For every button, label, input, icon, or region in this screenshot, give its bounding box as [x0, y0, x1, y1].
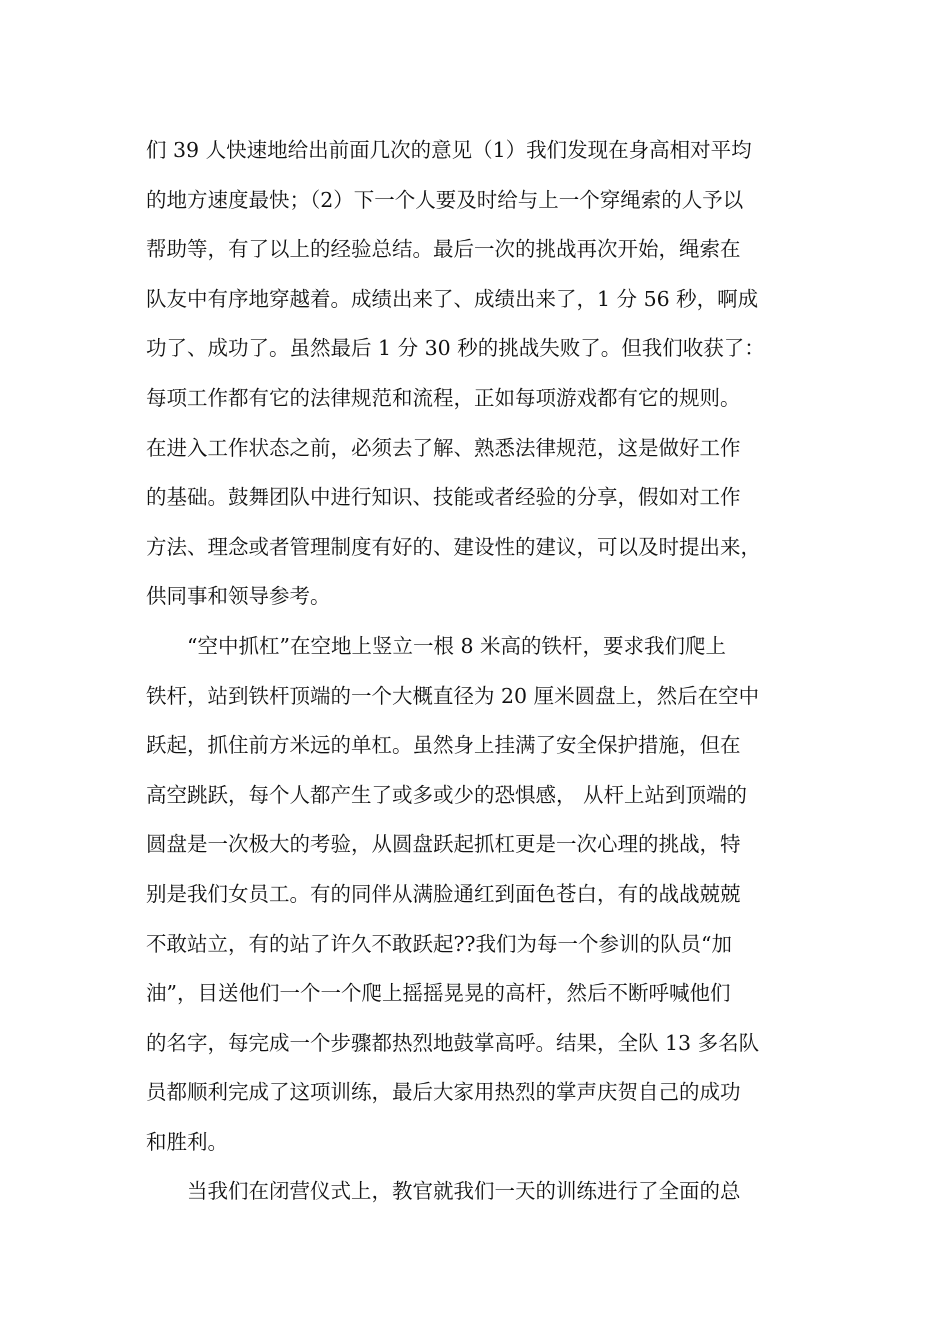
- text-line: 的名字，每完成一个步骤都热烈地鼓掌高呼。结果，全队 13 多名队: [146, 1030, 760, 1055]
- text-line: 和胜利。: [146, 1129, 228, 1154]
- body-text: [146, 126, 806, 1217]
- text-line: 不敢站立，有的站了许久不敢跃起??我们为每一个参训的队员“加: [146, 931, 732, 956]
- text-line: 别是我们女员工。有的同伴从满脸通红到面色苍白，有的战战兢兢: [146, 881, 741, 906]
- text-line: 帮助等，有了以上的经验总结。最后一次的挑战再次开始，绳索在: [146, 237, 741, 262]
- text-line: 员都顺利完成了这项训练，最后大家用热烈的掌声庆贺自己的成功: [146, 1080, 741, 1105]
- paragraph: [146, 1167, 806, 1217]
- text-line: 供同事和领导参考。: [146, 584, 331, 609]
- text-line: 队友中有序地穿越着。成绩出来了、成绩出来了，1 分 56 秒，啊成: [146, 286, 759, 311]
- text-line: 的地方速度最快；（2）下一个人要及时给与上一个穿绳索的人予以: [146, 187, 744, 212]
- text-line: 跃起，抓住前方米远的单杠。虽然身上挂满了安全保护措施，但在: [146, 733, 741, 758]
- text-line: 每项工作都有它的法律规范和流程，正如每项游戏都有它的规则。: [146, 385, 741, 410]
- text-line: 方法、理念或者管理制度有好的、建设性的建议，可以及时提出来，: [146, 534, 761, 559]
- text-line: 当我们在闭营仪式上，教官就我们一天的训练进行了全面的总: [187, 1179, 741, 1204]
- text-line: 功了、成功了。虽然最后 1 分 30 秒的挑战失败了。但我们收获了：: [146, 336, 765, 361]
- text-line: 圆盘是一次极大的考验，从圆盘跃起抓杠更是一次心理的挑战，特: [146, 832, 741, 857]
- text-line: 铁杆，站到铁杆顶端的一个大概直径为 20 厘米圆盘上，然后在空中: [146, 683, 760, 708]
- text-line: 的基础。鼓舞团队中进行知识、技能或者经验的分享，假如对工作: [146, 485, 741, 510]
- paragraph: [146, 126, 806, 622]
- text-line: 油”，目送他们一个一个爬上摇摇晃晃的高杆，然后不断呼喊他们: [146, 981, 731, 1006]
- paragraph: [146, 622, 806, 1168]
- text-line: 在进入工作状态之前，必须去了解、熟悉法律规范，这是做好工作: [146, 435, 741, 460]
- text-line: 高空跳跃，每个人都产生了或多或少的恐惧感， 从杆上站到顶端的: [146, 782, 748, 807]
- text-line: 们 39 人快速地给出前面几次的意见（1）我们发现在身高相对平均: [146, 138, 752, 162]
- text-line: “空中抓杠”在空地上竖立一根 8 米高的铁杆，要求我们爬上: [187, 633, 727, 658]
